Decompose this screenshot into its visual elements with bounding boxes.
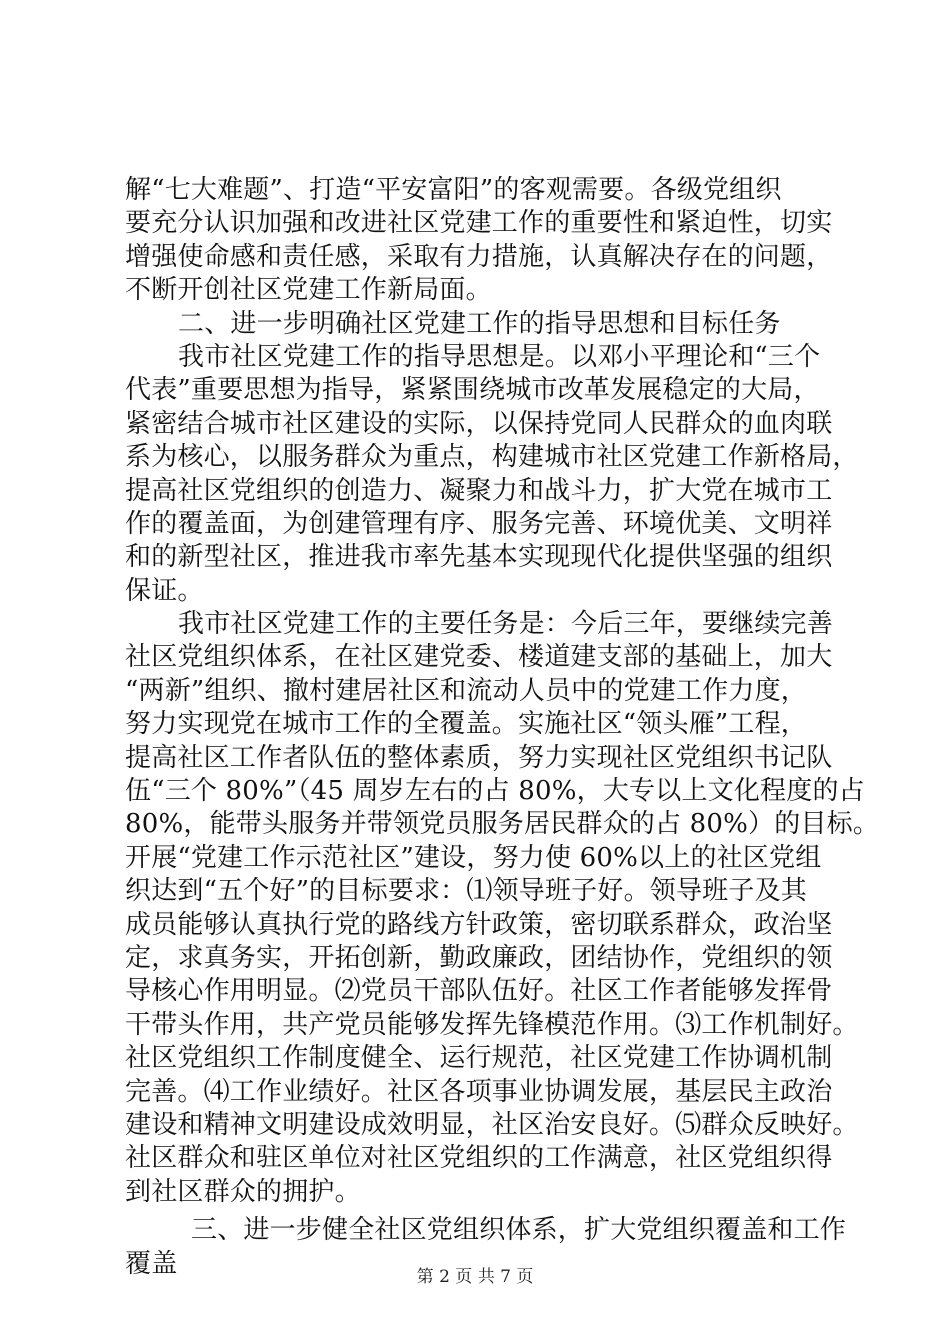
text-line: 要充分认识加强和改进社区党建工作的重要性和紧迫性，切实 xyxy=(125,208,833,239)
text-line: 到社区群众的拥护。 xyxy=(125,1176,361,1207)
text-line: 提高社区党组织的创造力、凝聚力和战斗力，扩大党在城市工 xyxy=(125,475,833,506)
text-line: 我市社区党建工作的指导思想是。以邓小平理论和“三个 xyxy=(178,341,821,372)
text-line: 努力实现党在城市工作的全覆盖。实施社区“领头雁”工程， xyxy=(125,709,807,740)
text-line: “两新”组织、撤村建居社区和流动人员中的党建工作力度， xyxy=(125,675,807,706)
text-line: 建设和精神文明建设成效明显，社区治安良好。⑸群众反映好。 xyxy=(125,1109,859,1140)
text-line: 增强使命感和责任感，采取有力措施，认真解决存在的问题， xyxy=(125,241,833,272)
document-body xyxy=(125,174,880,1281)
section-heading-3: 三、进一步健全社区党组织体系，扩大党组织覆盖和工作 xyxy=(191,1215,847,1246)
page-footer: 第 2 页 共 7 页 xyxy=(416,1267,534,1287)
text-line: 不断开创社区党建工作新局面。 xyxy=(125,275,492,306)
text-line: 系为核心，以服务群众为重点，构建城市社区党建工作新格局， xyxy=(125,442,859,473)
text-line: 开展“党建工作示范社区”建设，努力使 60%以上的社区党组 xyxy=(125,842,822,873)
text-line: 覆盖 xyxy=(125,1248,178,1279)
text-line: 干带头作用，共产党员能够发挥先锋模范作用。⑶工作机制好。 xyxy=(125,1009,859,1040)
text-line: 成员能够认真执行党的路线方针政策，密切联系群众，政治坚 xyxy=(125,909,833,940)
text-line: 保证。 xyxy=(125,575,204,606)
text-line: 定，求真务实，开拓创新，勤政廉政，团结协作，党组织的领 xyxy=(125,942,833,973)
text-line: 导核心作用明显。⑵党员干部队伍好。社区工作者能够发挥骨 xyxy=(125,976,833,1007)
text-line: 解“七大难题”、打造“平安富阳”的客观需要。各级党组织 xyxy=(125,175,782,205)
section-heading-2: 二、进一步明确社区党建工作的指导思想和目标任务 xyxy=(178,308,781,339)
text-line: 社区党组织工作制度健全、运行规范，社区党建工作协调机制 xyxy=(125,1043,833,1074)
text-line: 代表”重要思想为指导，紧紧围绕城市改革发展稳定的大局， xyxy=(125,375,820,406)
text-line: 社区群众和驻区单位对社区党组织的工作满意，社区党组织得 xyxy=(125,1143,833,1174)
text-line: 80%，能带头服务并带领党员服务居民群众的占 80%）的目标。 xyxy=(125,809,880,840)
text-line: 完善。⑷工作业绩好。社区各项事业协调发展，基层民主政治 xyxy=(125,1076,833,1107)
text-line: 作的覆盖面，为创建管理有序、服务完善、环境优美、文明祥 xyxy=(125,508,833,539)
text-line: 提高社区工作者队伍的整体素质，努力实现社区党组织书记队 xyxy=(125,742,833,773)
text-line: 织达到“五个好”的目标要求：⑴领导班子好。领导班子及其 xyxy=(125,876,807,907)
text-line: 我市社区党建工作的主要任务是：今后三年，要继续完善 xyxy=(178,609,834,640)
text-line: 社区党组织体系，在社区建党委、楼道建支部的基础上，加大 xyxy=(125,642,833,673)
text-line: 紧密结合城市社区建设的实际，以保持党同人民群众的血肉联 xyxy=(125,408,833,439)
text-line: 伍“三个 80%”（45 周岁左右的占 80%，大专以上文化程度的占 xyxy=(125,776,865,807)
text-line: 和的新型社区，推进我市率先基本实现现代化提供坚强的组织 xyxy=(125,542,833,573)
